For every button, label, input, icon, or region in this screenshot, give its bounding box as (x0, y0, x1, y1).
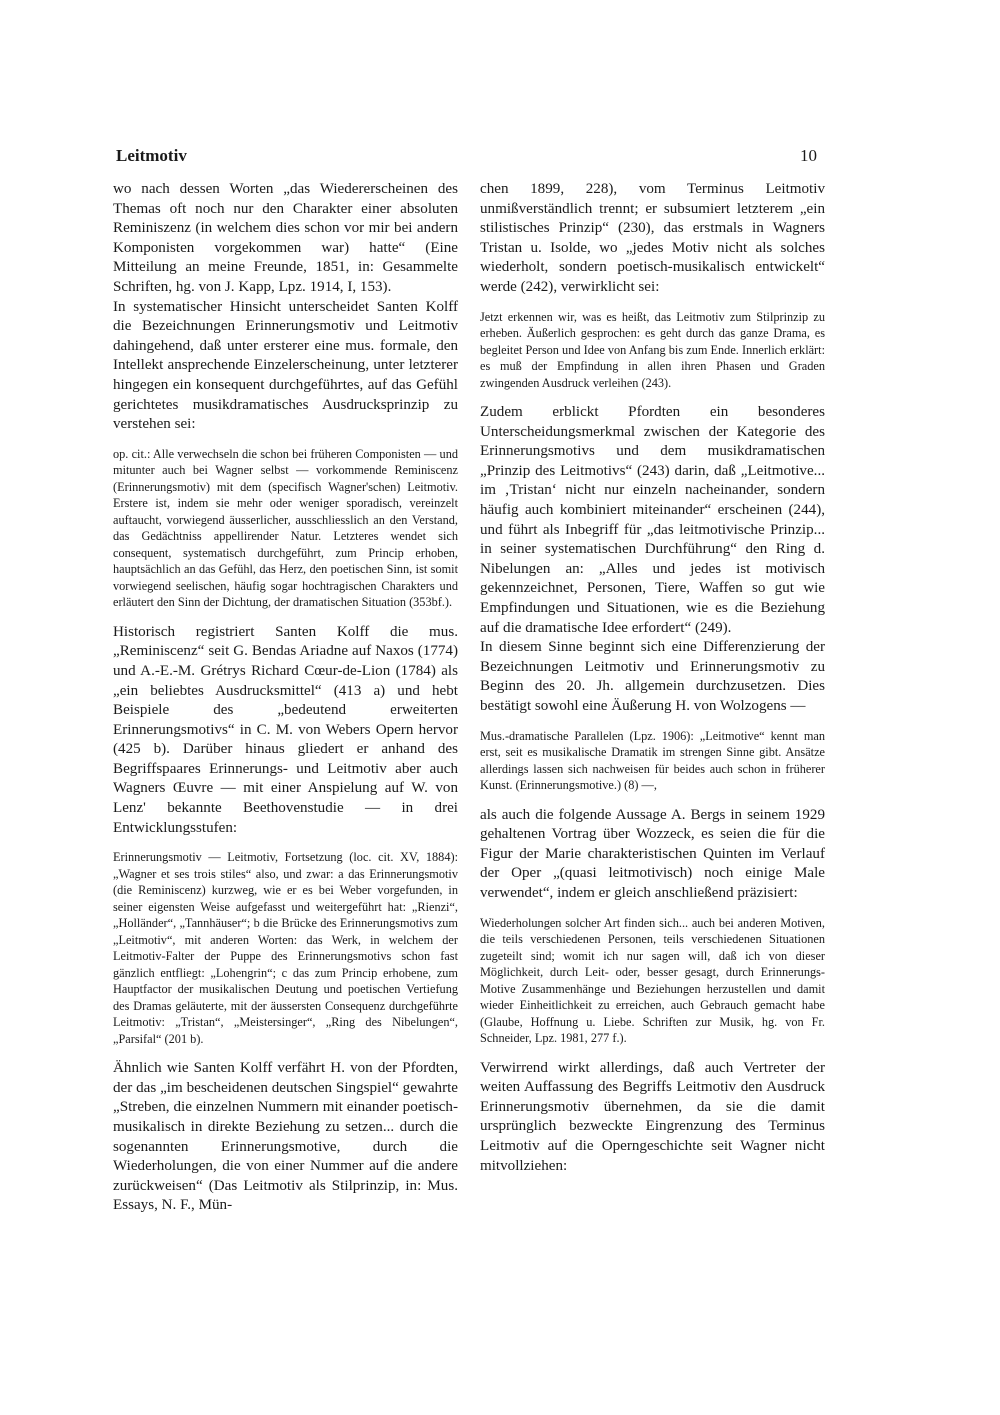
paragraph: In systematischer Hinsicht unterscheidet Santen Kolff die Bezeichnungen Erinnerungsmotiv und Leitmotiv dahingehend, daß unter ersterer eine mus. formale, den Intellekt ansprechende Einzelerscheinung, unter letzterer hingegen ein konsequent durchgeführtes, auf das Gefühl gerichtetes musikdramatisches Ausdrucksprinzip zu verstehen sei: (113, 298, 458, 433)
paragraph: wo nach dessen Worten „das Wiedererscheinen des Themas oft noch nur den Charakter einer absoluten Reminiszenz (in welchem dies schon vor mir bei andern Komponisten vorgekommen war) hatte“ (Eine Mitteilung an meine Freunde, 1851, in: Gesammelte Schriften, hg. von J. Kapp, Lpz. 1914, I, 153). (113, 181, 458, 295)
paragraph: Zudem erblickt Pfordten ein besonderes Unterscheidungsmerkmal zwischen der Kategorie des Erinnerungsmotivs und dem musikdramatischen „Prinzip des Leitmotivs“ (243) darin, daß „Leitmotive... im ‚Tristan‘ nicht nur einzeln nacheinander, sondern häufig auch kombiniert miteinander“ erscheinen (244), und führt als Inbegriff für „das leitmotivische Prinzip... in seiner systematischen Durchführung“ den Ring d. Nibelungen an: „Alles und jedes ist motivisch gekennzeichnet, Personen, Tiere, Waffen so gut wie Empfindungen und Situationen, wie es die Beziehung auf die dramatische Idee erfordert“ (249). (480, 404, 825, 636)
paragraph: In diesem Sinne beginnt sich eine Differenzierung der Bezeichnungen Leitmotiv und Erinnerungsmotiv zu Beginn des 20. Jh. allgemein durchzusetzen. Dies bestätigt sowohl eine Äußerung H. von Wolzogens — (480, 639, 825, 714)
paragraph: chen 1899, 228), vom Terminus Leitmotiv unmißverständlich trennt; er subsumiert letzterem „ein stilistisches Prinzip“ (230), das erstmals in Wagners Tristan u. Isolde, wo „jedes Motiv nicht als solches wiederholt, sondern poetisch-musikalisch entwickelt“ werde (242), verwirklicht sei: (480, 181, 825, 295)
paragraph: Historisch registriert Santen Kolff die mus. „Reminiscenz“ seit G. Bendas Ariadne auf Naxos (1774) und A.-E.-M. Grétrys Richard Cœur-de-Lion (1784) als „ein beliebtes Ausdrucksmittel“ (413 a) und hebt Beispiele des „bedeutend erweiterten Erinnerungsmotivs“ in C. M. von Webers Opern hervor (425 b). Darüber hinaus gliedert er anhand des Begriffspaares Erinnerungs- und Leitmotiv aber auch Wagners Œuvre — mit einer Anspielung auf W. von Lenz' bekannte Beethovenstudie — in drei Entwicklungsstufen: (113, 623, 458, 836)
paragraph: Verwirrend wirkt allerdings, daß auch Vertreter der weiten Auffassung des Begriffs Leitmotiv den Ausdruck Erinnerungsmotiv übernehmen, da sie die damit ursprünglich bezweckte Eingrenzung des Terminus Leitmotiv auf die Operngeschichte seit Wagner nicht mitvollziehen: (480, 1059, 825, 1174)
right-column (480, 180, 825, 1176)
paragraph: Ähnlich wie Santen Kolff verfährt H. von der Pfordten, der das „im bescheidenen deutschen Singspiel“ gewahrte „Streben, die einzelnen Nummern mit einander poetisch-musikalisch in direkte Beziehung zu setzen... durch die sogenannten Erinnerungsmotive, durch die Wiederholungen, die von einer Nummer auf die andere zurückweisen“ (Das Leitmotiv als Stilprinzip, in: Mus. Essays, N. F., Mün- (113, 1060, 458, 1214)
running-head-title: Leitmotiv (116, 146, 187, 165)
paragraph: als auch die folgende Aussage A. Bergs in seinem 1929 gehaltenen Vortrag über Wozzeck, es seien die für die Figur der Marie charakteristischen Quinten im Verlauf der Oper „(quasi leitmotivisch) noch einige Male verwendet“, indem er gleich anschließend präzisiert: (480, 806, 825, 901)
page-number: 10 (800, 146, 817, 165)
block-quote: Erinnerungsmotiv — Leitmotiv, Fortsetzung (loc. cit. XV, 1884): „Wagner et ses trois stiles“ also, und zwar: a das Erinnerungsmotiv (die Reminiscenz) kurzweg, wie er es bei Weber vorgefunden, in seiner eigensten Weise aufgefasst und weitergeführt hat: „Rienzi“, „Holländer“, „Tannhäuser“; b die Brücke des Erinnerungsmotivs zum „Leitmotiv“, mit anderen Worten: das Werk, in welchem der Leitmotiv-Falter der Puppe des Erinnerungsmotivs schon fast gänzlich entfliegt: „Lohengrin“; c das zum Princip erhobene, zum Hauptfactor der musikalischen Deutung und poetischen Vertiefung des Dramas geläuterte, mit der äussersten Consequenz durchgeführte Leitmotiv: „Tristan“, „Meistersinger“, „Ring des Nibelungen“, „Parsifal“ (201 b). (113, 850, 458, 1046)
block-quote: Wiederholungen solcher Art finden sich... auch bei anderen Motiven, die teils verschiedenen Personen, teils verschiedenen Situationen zugeteilt sind; womit ich nur sagen will, daß ich von dieser Möglichkeit, durch Leit- oder, besser gesagt, durch Erinnerungs-Motive Zusammenhänge und Beziehungen herzustellen und damit wieder Einheitlichkeit zu erreichen, auch Gebrauch gemacht habe (Glaube, Hoffnung u. Liebe. Schriften zur Musik, hg. von Fr. Schneider, Lpz. 1981, 277 f.). (480, 915, 825, 1046)
left-column (113, 180, 458, 1216)
block-quote: Jetzt erkennen wir, was es heißt, das Leitmotiv zum Stilprinzip zu erheben. Äußerlich gesprochen: es geht durch das ganze Drama, es begleitet Person und Idee von Anfang bis zum Ende. Innerlich erklärt: es muß der Empfindung in allen ihren Phasen und Graden zwingenden Ausdruck verleihen (243). (480, 309, 825, 390)
block-quote: Mus.-dramatische Parallelen (Lpz. 1906): „Leitmotive“ kennt man erst, seit es musikalische Dramatik im strengen Sinne gibt. Ansätze allerdings lassen sich nachweisen für beides auch schon in früherer Kunst. (Erinnerungsmotive.) (8) —, (480, 728, 825, 793)
block-quote: op. cit.: Alle verwechseln die schon bei früheren Componisten — und mitunter auch bei Wagner selbst — vorkommende Reminiscenz (Erinnerungsmotiv) mit dem (specifisch Wagner'schen) Leitmotiv. Erstere ist, indem sie mehr oder weniger sporadisch, vereinzelt auftaucht, vorwiegend äusserlicher, ausschliesslich an den Verstand, das Gedächtniss appellirender Natur. Letzteres wendet sich consequent, systematisch durchgeführt, zum Princip erhoben, hauptsächlich an das Gefühl, das Herz, den poetischen Sinn, ist somit vorwiegend seelischen, häufig sogar hochtragischen Charakters und erläutert den Sinn der Dichtung, der dramatischen Situation (353bf.). (113, 446, 458, 610)
